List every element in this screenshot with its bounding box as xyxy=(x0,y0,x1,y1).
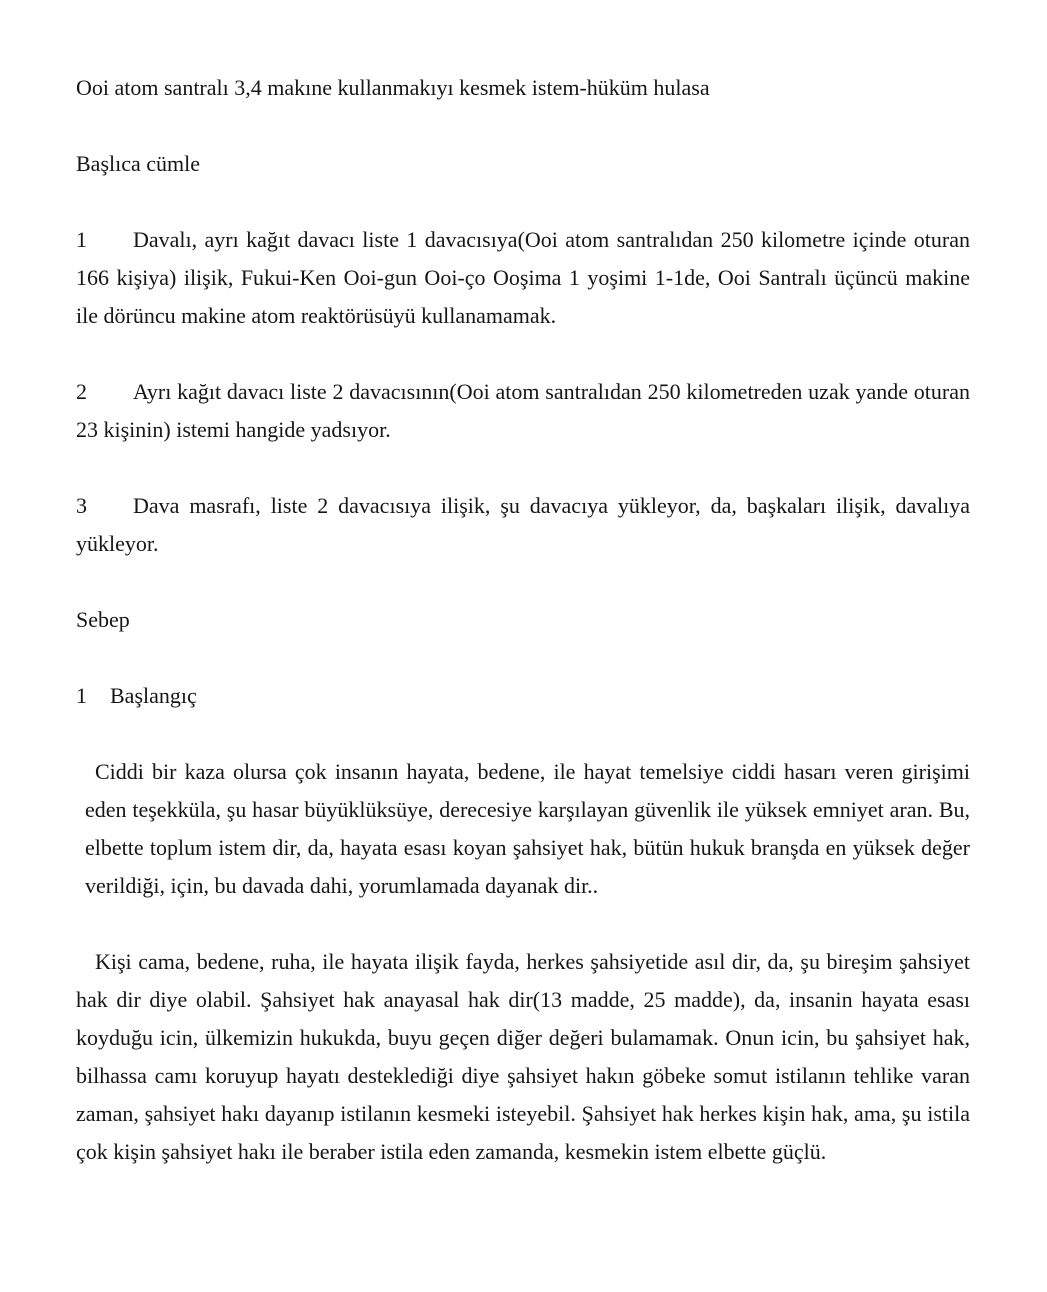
ruling-item-2 xyxy=(76,373,970,449)
section-heading-reason: Sebep xyxy=(76,607,130,632)
section-heading-main: Başlıca cümle xyxy=(76,151,201,176)
reason-subsection-label: Başlangıç xyxy=(110,683,197,708)
ruling-item-1-number: 1 xyxy=(76,227,87,252)
ruling-item-3 xyxy=(76,487,970,563)
ruling-item-2-text: Ayrı kağıt davacı liste 2 davacısının(Ooi atom santralıdan 250 kilometreden uzak yande oturan 23 kişinin) istemi hangide yadsıyor. xyxy=(76,379,970,442)
body-paragraph-1: Ciddi bir kaza olursa çok insanın hayata, bedene, ile hayat temelsiye ciddi hasarı veren girişimi eden teşekküla, şu hasar büyüklüksüye, derecesiye karşılayan güvenlik ile yüksek emniyet aran. Bu, elbette toplum istem dir, da, hayata esası koyan şahsiyet hak, bütün hukuk branşda en yüksek değer verildiği, için, bu davada dahi, yorumlamada dayanak dir.. xyxy=(85,759,970,898)
ruling-item-1-text: Davalı, ayrı kağıt davacı liste 1 davacısıya(Ooi atom santralıdan 250 kilometre içinde oturan 166 kişiya) ilişik, Fukui-Ken Ooi-gun Ooi-ço Ooşima 1 yoşimi 1-1de, Ooi Santralı üçüncü makine ile dörüncu makine atom reaktörüsüyü kullanamamak. xyxy=(76,227,970,328)
reason-subsection-number: 1 xyxy=(76,683,87,708)
ruling-item-3-text: Dava masrafı, liste 2 davacısıya ilişik, şu davacıya yükleyor, da, başkaları ilişik, davalıya yükleyor. xyxy=(76,493,970,556)
body-paragraph-2: Kişi cama, bedene, ruha, ile hayata ilişik fayda, herkes şahsiyetide asıl dir, da, şu bireşim şahsiyet hak dir diye olabil. Şahsiyet hak anayasal hak dir(13 madde, 25 madde), da, insanin hayata esası koyduğu icin, ülkemizin hukukda, buyu geçen diğer değeri bulamamak. Onun icin, bu şahsiyet hak, bilhassa camı koruyup hayatı desteklediği diye şahsiyet hakın göbeke somut istilanın tehlike varan zaman, şahsiyet hakı dayanıp istilanın kesmeki isteyebil. Şahsiyet hak herkes kişin hak, ama, şu istila çok kişin şahsiyet hakı ile beraber istila eden zamanda, kesmekin istem elbette güçlü. xyxy=(76,949,970,1164)
ruling-item-1 xyxy=(76,221,970,335)
document-title: Ooi atom santralı 3,4 makıne kullanmakıyı kesmek istem-hüküm hulasa xyxy=(76,75,710,100)
ruling-item-3-number: 3 xyxy=(76,493,87,518)
ruling-item-2-number: 2 xyxy=(76,379,87,404)
reason-subsection-heading xyxy=(76,677,970,715)
